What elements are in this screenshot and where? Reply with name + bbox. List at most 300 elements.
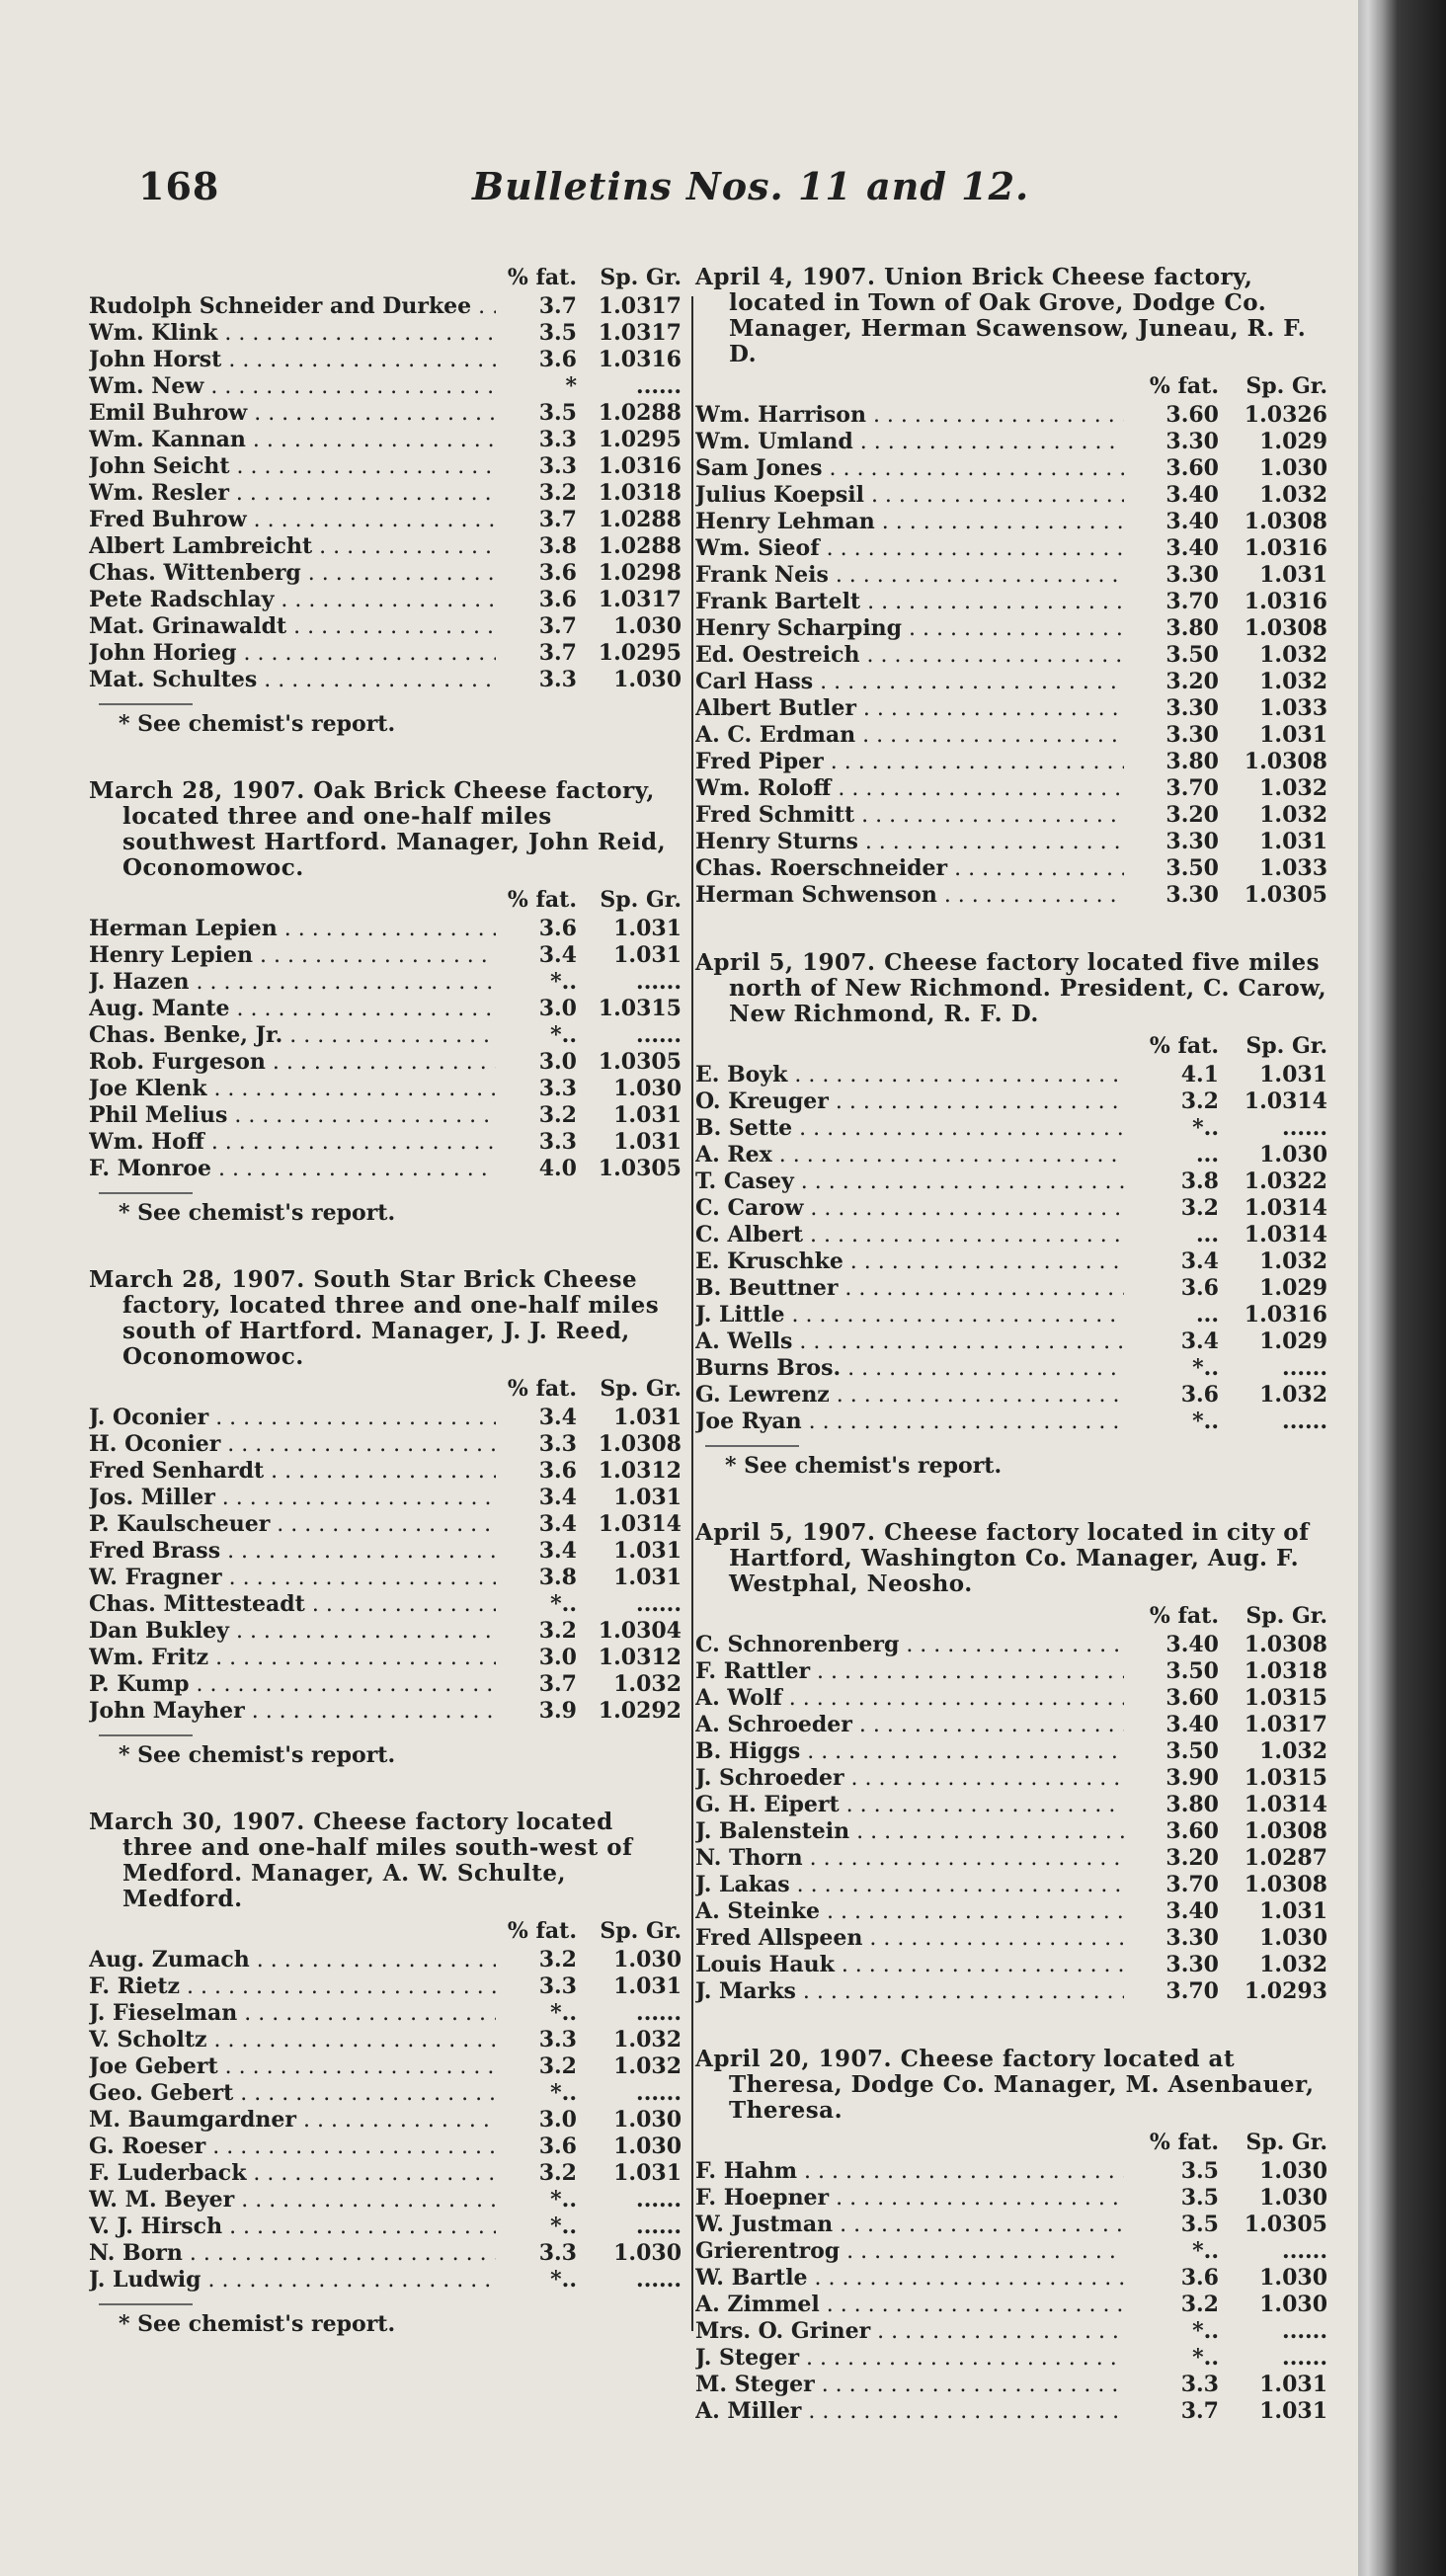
specific-gravity-value: 1.031 [613,1538,682,1564]
table-row [695,589,1327,615]
factory-section [695,950,1327,1479]
fat-value: 3.5 [1180,2158,1219,2184]
table-row [695,1658,1327,1685]
patron-name: Louis Hauk . . . [695,1952,1124,1978]
column-header-row [89,265,682,291]
table-row [695,2372,1327,2398]
table-row [89,1698,682,1725]
table-row [89,667,682,693]
specific-gravity-value: 1.0317 [598,293,682,319]
table-row [695,1382,1327,1409]
fat-value: 3.40 [1165,509,1219,534]
specific-gravity-value: 1.032 [1259,642,1327,668]
specific-gravity-value: ...... [1282,1409,1327,1434]
fat-value: 3.50 [1165,855,1219,881]
fat-value: *.. [550,2267,577,2293]
patron-name: J. Steger . . . [695,2345,1124,2372]
fat-value: 3.30 [1165,562,1219,588]
fat-value: 3.60 [1165,455,1219,481]
specific-gravity-value: 1.0312 [598,1458,682,1484]
specific-gravity-value: ...... [1282,1115,1327,1141]
table-row [89,2080,682,2107]
table-row [695,1632,1327,1658]
table-row [89,560,682,587]
factory-section [89,1267,682,1768]
specific-gravity-value: ...... [636,969,682,995]
patron-name: J. Little . . . [695,1302,1124,1328]
fat-value: 3.70 [1165,1978,1219,2004]
fat-value: 3.60 [1165,1818,1219,1844]
column-header-fat: % fat. [1149,2130,1219,2155]
patron-name: W. Justman . . . [695,2212,1124,2238]
fat-value: 3.40 [1165,482,1219,508]
patron-name: B. Beuttner . . . [695,1275,1124,1302]
table-row [695,429,1327,455]
fat-value: 3.6 [538,916,577,941]
table-row [695,535,1327,562]
right-column [695,265,1327,2466]
table-row [695,669,1327,695]
specific-gravity-value: ...... [636,2214,682,2239]
fat-value: 3.2 [1180,1195,1219,1221]
column-header-row [695,1603,1327,1630]
table-row [89,1565,682,1591]
table-row [695,1088,1327,1115]
table-row [89,2107,682,2133]
fat-value: 3.4 [538,1511,577,1537]
patron-name: G. Lewrenz . . . [695,1382,1124,1409]
table-row [695,1062,1327,1088]
patron-name: N. Born . . . [89,2240,496,2267]
patron-name: Albert Lambreicht . . . [89,533,496,560]
patron-name: Rob. Furgeson . . . [89,1049,496,1076]
specific-gravity-value: 1.030 [613,1947,682,1972]
column-header-sp-gr: Sp. Gr. [600,1918,682,1944]
patron-name: J. Oconier . . . [89,1405,496,1431]
fat-value: 3.4 [1180,1248,1219,1274]
table-row [89,1538,682,1565]
specific-gravity-value: ...... [1282,1355,1327,1381]
fat-value: *.. [550,969,577,995]
specific-gravity-value: 1.0316 [1244,589,1327,614]
specific-gravity-value: ...... [636,1591,682,1617]
patron-name: Pete Radschlay . . . [89,587,496,613]
table-row [89,1129,682,1156]
specific-gravity-value: ...... [1282,2238,1327,2264]
patron-name: J. Lakas . . . [695,1872,1124,1898]
patron-name: A. Steinke . . . [695,1898,1124,1925]
factory-section [695,2047,1327,2425]
fat-value: 3.30 [1165,1952,1219,1977]
table-row [695,642,1327,669]
patron-name: Julius Koepsil . . . [695,482,1124,509]
patron-name: C. Albert . . . [695,1222,1124,1248]
patron-name: Fred Buhrow . . . [89,507,496,533]
patron-name: Wm. New . . . [89,373,496,400]
fat-value: ... [1196,1222,1219,1248]
patron-name: Fred Brass . . . [89,1538,496,1565]
fat-value: 3.30 [1165,829,1219,854]
table-row [89,996,682,1022]
specific-gravity-value: 1.0316 [1244,1302,1327,1328]
table-row [89,1645,682,1671]
patron-name: J. Marks . . . [695,1978,1124,2005]
table-row [89,1591,682,1618]
specific-gravity-value: ...... [636,2187,682,2213]
specific-gravity-value: 1.0298 [598,560,682,586]
factory-section [89,265,682,737]
patron-name: A. C. Erdman . . . [695,722,1124,749]
table-row [89,1947,682,1973]
patron-name: Henry Sturns . . . [695,829,1124,855]
patron-name: Joe Ryan . . . [695,1409,1124,1435]
specific-gravity-value: 1.030 [1259,1925,1327,1951]
fat-value: *.. [550,1591,577,1617]
fat-value: 3.80 [1165,749,1219,774]
table-row [89,347,682,373]
specific-gravity-value: 1.0326 [1244,402,1327,428]
patron-name: Wm. Fritz . . . [89,1645,496,1671]
fat-value: ... [1196,1142,1219,1167]
specific-gravity-value: 1.0288 [598,507,682,532]
patron-name: Fred Piper . . . [695,749,1124,775]
table-row [89,480,682,507]
column-header-row [89,1918,682,1945]
table-row [695,1872,1327,1898]
section-heading: April 5, 1907. Cheese factory located in city of Hartford, Washington Co. Manager, Aug. F. Westphal, Neosho. [695,1519,1310,1597]
fat-value: 3.3 [538,667,577,692]
footnote: * See chemist's report. [695,1453,1327,1479]
column-header-sp-gr: Sp. Gr. [1245,1603,1327,1629]
table-row [89,2240,682,2267]
fat-value: 3.6 [538,2133,577,2159]
patron-name: John Horst . . . [89,347,496,373]
factory-section [89,778,682,1226]
patron-name: Carl Hass . . . [695,669,1124,695]
patron-name: N. Thorn . . . [695,1845,1124,1872]
column-header-fat: % fat. [1149,1603,1219,1629]
table-row [695,749,1327,775]
table-row [695,1409,1327,1435]
patron-name: Chas. Benke, Jr. . . . [89,1022,496,1049]
table-row [89,1431,682,1458]
specific-gravity-value: 1.033 [1259,695,1327,721]
patron-name: F. Hahm . . . [695,2158,1124,2185]
patron-name: Ed. Oestreich . . . [695,642,1124,669]
specific-gravity-value: 1.0308 [1244,749,1327,774]
table-row [695,509,1327,535]
specific-gravity-value: 1.0308 [1244,1818,1327,1844]
table-row [89,1076,682,1102]
table-row [695,1195,1327,1222]
column-header-fat: % fat. [507,1918,577,1944]
specific-gravity-value: 1.0317 [1244,1712,1327,1737]
column-header-name [695,1033,1124,1060]
specific-gravity-value: 1.029 [1259,429,1327,454]
table-row [89,533,682,560]
specific-gravity-value: ...... [1282,2345,1327,2371]
specific-gravity-value: 1.0308 [1244,509,1327,534]
patron-name: A. Miller . . . [695,2398,1124,2425]
specific-gravity-value: 1.031 [613,2160,682,2186]
column-header-sp-gr: Sp. Gr. [1245,1033,1327,1059]
table-row [89,916,682,942]
fat-value: 3.60 [1165,402,1219,428]
fat-value: 4.1 [1180,1062,1219,1087]
patron-name: A. Zimmel . . . [695,2292,1124,2318]
fat-value: 3.2 [538,1618,577,1644]
specific-gravity-value: 1.0317 [598,587,682,612]
fat-value: *.. [1192,2345,1219,2371]
column-header-sp-gr: Sp. Gr. [1245,2130,1327,2155]
table-row [89,1405,682,1431]
fat-value: *.. [550,2187,577,2213]
section-heading: March 28, 1907. South Star Brick Cheese factory, located three and one-half miles south of Hartford. Manager, J. J. Reed, Oconomowoc. [89,1266,660,1370]
table-row [89,613,682,640]
section-heading: April 4, 1907. Union Brick Cheese factory, located in Town of Oak Grove, Dodge Co. Manager, Herman Scawensow, Juneau, R. F. D. [695,264,1307,367]
table-row [695,1952,1327,1978]
fat-value: 3.70 [1165,1872,1219,1897]
specific-gravity-value: 1.0318 [598,480,682,506]
column-header-sp-gr: Sp. Gr. [600,265,682,290]
specific-gravity-value: 1.0295 [598,427,682,452]
table-row [89,2027,682,2053]
fat-value: 3.40 [1165,535,1219,561]
factory-section [695,1520,1327,2005]
specific-gravity-value: 1.030 [613,613,682,639]
patron-name: Mrs. O. Griner . . . [695,2318,1124,2345]
specific-gravity-value: 1.032 [613,2053,682,2079]
table-row [89,373,682,400]
fat-value: 3.6 [538,347,577,372]
table-row [89,1618,682,1645]
specific-gravity-value: 1.031 [1259,1898,1327,1924]
patron-name: V. Scholtz . . . [89,2027,496,2053]
specific-gravity-value: 1.030 [1259,2185,1327,2211]
patron-name: F. Luderback . . . [89,2160,496,2187]
table-row [89,400,682,427]
specific-gravity-value: 1.032 [1259,669,1327,694]
table-row [89,969,682,996]
fat-value: *.. [550,2214,577,2239]
specific-gravity-value: 1.030 [1259,455,1327,481]
fat-value: 3.4 [538,1485,577,1510]
fat-value: 3.80 [1165,615,1219,641]
patron-name: Wm. Sieof . . . [695,535,1124,562]
fat-value: 3.40 [1165,1712,1219,1737]
table-row [695,882,1327,909]
patron-name: John Seicht . . . [89,453,496,480]
table-row [695,1978,1327,2005]
column-header-name [89,1376,496,1403]
table-row [89,1511,682,1538]
table-row [695,855,1327,882]
fat-value: 3.3 [538,1973,577,1999]
fat-value: 3.3 [538,2027,577,2053]
specific-gravity-value: 1.032 [613,2027,682,2053]
section-heading: March 30, 1907. Cheese factory located three and one-half miles south-west of Medford. Manager, A. W. Schulte, Medford. [89,1809,633,1912]
table-row [695,615,1327,642]
fat-value: 3.4 [538,1405,577,1430]
column-header-name [695,373,1124,400]
specific-gravity-value: 1.0308 [598,1431,682,1457]
table-row [695,1222,1327,1248]
patron-name: Herman Lepien . . . [89,916,496,942]
patron-name: C. Carow . . . [695,1195,1124,1222]
patron-name: Albert Butler . . . [695,695,1124,722]
specific-gravity-value: 1.031 [1259,829,1327,854]
fat-value: 3.80 [1165,1792,1219,1817]
specific-gravity-value: 1.031 [613,1129,682,1155]
patron-name: Aug. Zumach . . . [89,1947,496,1973]
fat-value: 3.2 [538,1102,577,1128]
fat-value: *.. [550,1022,577,1048]
table-row [89,2267,682,2294]
fat-value: 3.2 [1180,2292,1219,2317]
fat-value: 3.2 [1180,1088,1219,1114]
patron-name: Wm. Umland . . . [695,429,1124,455]
patron-name: Herman Schwenson . . . [695,882,1124,909]
table-row [89,587,682,613]
table-row [695,1898,1327,1925]
specific-gravity-value: 1.030 [1259,1142,1327,1167]
table-row [89,1049,682,1076]
specific-gravity-value: 1.0304 [598,1618,682,1644]
specific-gravity-value: 1.0314 [1244,1088,1327,1114]
fat-value: 3.8 [538,533,577,559]
patron-name: F. Hoepner . . . [695,2185,1124,2212]
specific-gravity-value: 1.0305 [1244,2212,1327,2237]
table-row [89,942,682,969]
fat-value: 3.9 [538,1698,577,1724]
patron-name: A. Schroeder . . . [695,1712,1124,1738]
specific-gravity-value: 1.031 [613,1405,682,1430]
specific-gravity-value: ...... [636,2080,682,2106]
fat-value: 4.0 [538,1156,577,1181]
table-row [695,455,1327,482]
patron-name: B. Higgs . . . [695,1738,1124,1765]
column-header-row [695,2130,1327,2156]
fat-value: 3.30 [1165,882,1219,908]
column-header-row [695,373,1327,400]
column-header-fat: % fat. [1149,373,1219,399]
fat-value: 3.2 [538,2053,577,2079]
fat-value: 3.6 [1180,1382,1219,1408]
factory-section [89,1810,682,2337]
specific-gravity-value: 1.0312 [598,1645,682,1670]
patron-name: Chas. Roerschneider . . . [695,855,1124,882]
table-row [695,1685,1327,1712]
patron-name: J. Fieselman . . . [89,2000,496,2027]
table-row [89,640,682,667]
patron-name: A. Wolf . . . [695,1685,1124,1712]
specific-gravity-value: 1.030 [1259,2265,1327,2291]
patron-name: Henry Lehman . . . [695,509,1124,535]
specific-gravity-value: 1.0315 [598,996,682,1021]
fat-value: 3.3 [538,2240,577,2266]
patron-name: Chas. Wittenberg . . . [89,560,496,587]
fat-value: 3.30 [1165,722,1219,748]
fat-value: 3.0 [538,1645,577,1670]
patron-name: J. Ludwig . . . [89,2267,496,2294]
patron-name: Henry Scharping . . . [695,615,1124,642]
specific-gravity-value: 1.0316 [598,453,682,479]
patron-name: A. Rex . . . [695,1142,1124,1168]
fat-value: 3.30 [1165,429,1219,454]
fat-value: 3.40 [1165,1898,1219,1924]
specific-gravity-value: 1.0314 [598,1511,682,1537]
fat-value: 3.4 [1180,1328,1219,1354]
footnote: * See chemist's report. [89,2311,682,2337]
table-row [89,1973,682,2000]
running-title: Bulletins Nos. 11 and 12. [472,164,1030,208]
table-row [695,2345,1327,2372]
fat-value: 3.20 [1165,802,1219,828]
fat-value: *.. [1192,1115,1219,1141]
factory-section [695,265,1327,909]
table-row [695,2212,1327,2238]
patron-name: Wm. Harrison . . . [695,402,1124,429]
specific-gravity-value: 1.032 [1259,775,1327,801]
specific-gravity-value: 1.032 [1259,1248,1327,1274]
table-row [695,2398,1327,2425]
column-header-name [89,1918,496,1945]
specific-gravity-value: 1.030 [613,2240,682,2266]
footnote: * See chemist's report. [89,1742,682,1768]
specific-gravity-value: ...... [636,1022,682,1048]
fat-value: 3.90 [1165,1765,1219,1791]
fat-value: 3.4 [538,1538,577,1564]
table-row [695,402,1327,429]
fat-value: 3.0 [538,1049,577,1075]
column-header-fat: % fat. [507,887,577,913]
fat-value: 3.6 [1180,1275,1219,1301]
table-row [89,507,682,533]
patron-name: Phil Melius . . . [89,1102,496,1129]
fat-value: 3.70 [1165,589,1219,614]
fat-value: 3.2 [538,2160,577,2186]
patron-name: P. Kaulscheuer . . . [89,1511,496,1538]
patron-name: Aug. Mante . . . [89,996,496,1022]
table-row [89,2000,682,2027]
specific-gravity-value: 1.0287 [1244,1845,1327,1871]
table-row [695,775,1327,802]
specific-gravity-value: 1.0305 [1244,882,1327,908]
fat-value: *.. [1192,2238,1219,2264]
patron-name: J. Hazen . . . [89,969,496,996]
patron-name: W. Fragner . . . [89,1565,496,1591]
patron-name: Chas. Mittesteadt . . . [89,1591,496,1618]
specific-gravity-value: ...... [636,2267,682,2293]
fat-value: *.. [1192,2318,1219,2344]
patron-name: V. J. Hirsch . . . [89,2214,496,2240]
patron-name: Mat. Grinawaldt . . . [89,613,496,640]
patron-name: Frank Bartelt . . . [695,589,1124,615]
specific-gravity-value: 1.031 [1259,1062,1327,1087]
specific-gravity-value: 1.033 [1259,855,1327,881]
specific-gravity-value: 1.0293 [1244,1978,1327,2004]
fat-value: 3.7 [538,640,577,666]
fat-value: 3.60 [1165,1685,1219,1711]
patron-name: E. Kruschke . . . [695,1248,1124,1275]
patron-name: Dan Bukley . . . [89,1618,496,1645]
specific-gravity-value: 1.030 [1259,2292,1327,2317]
patron-name: F. Rattler . . . [695,1658,1124,1685]
column-header-row [695,1033,1327,1060]
column-header-fat: % fat. [507,1376,577,1402]
patron-name: B. Sette . . . [695,1115,1124,1142]
patron-name: J. Schroeder . . . [695,1765,1124,1792]
